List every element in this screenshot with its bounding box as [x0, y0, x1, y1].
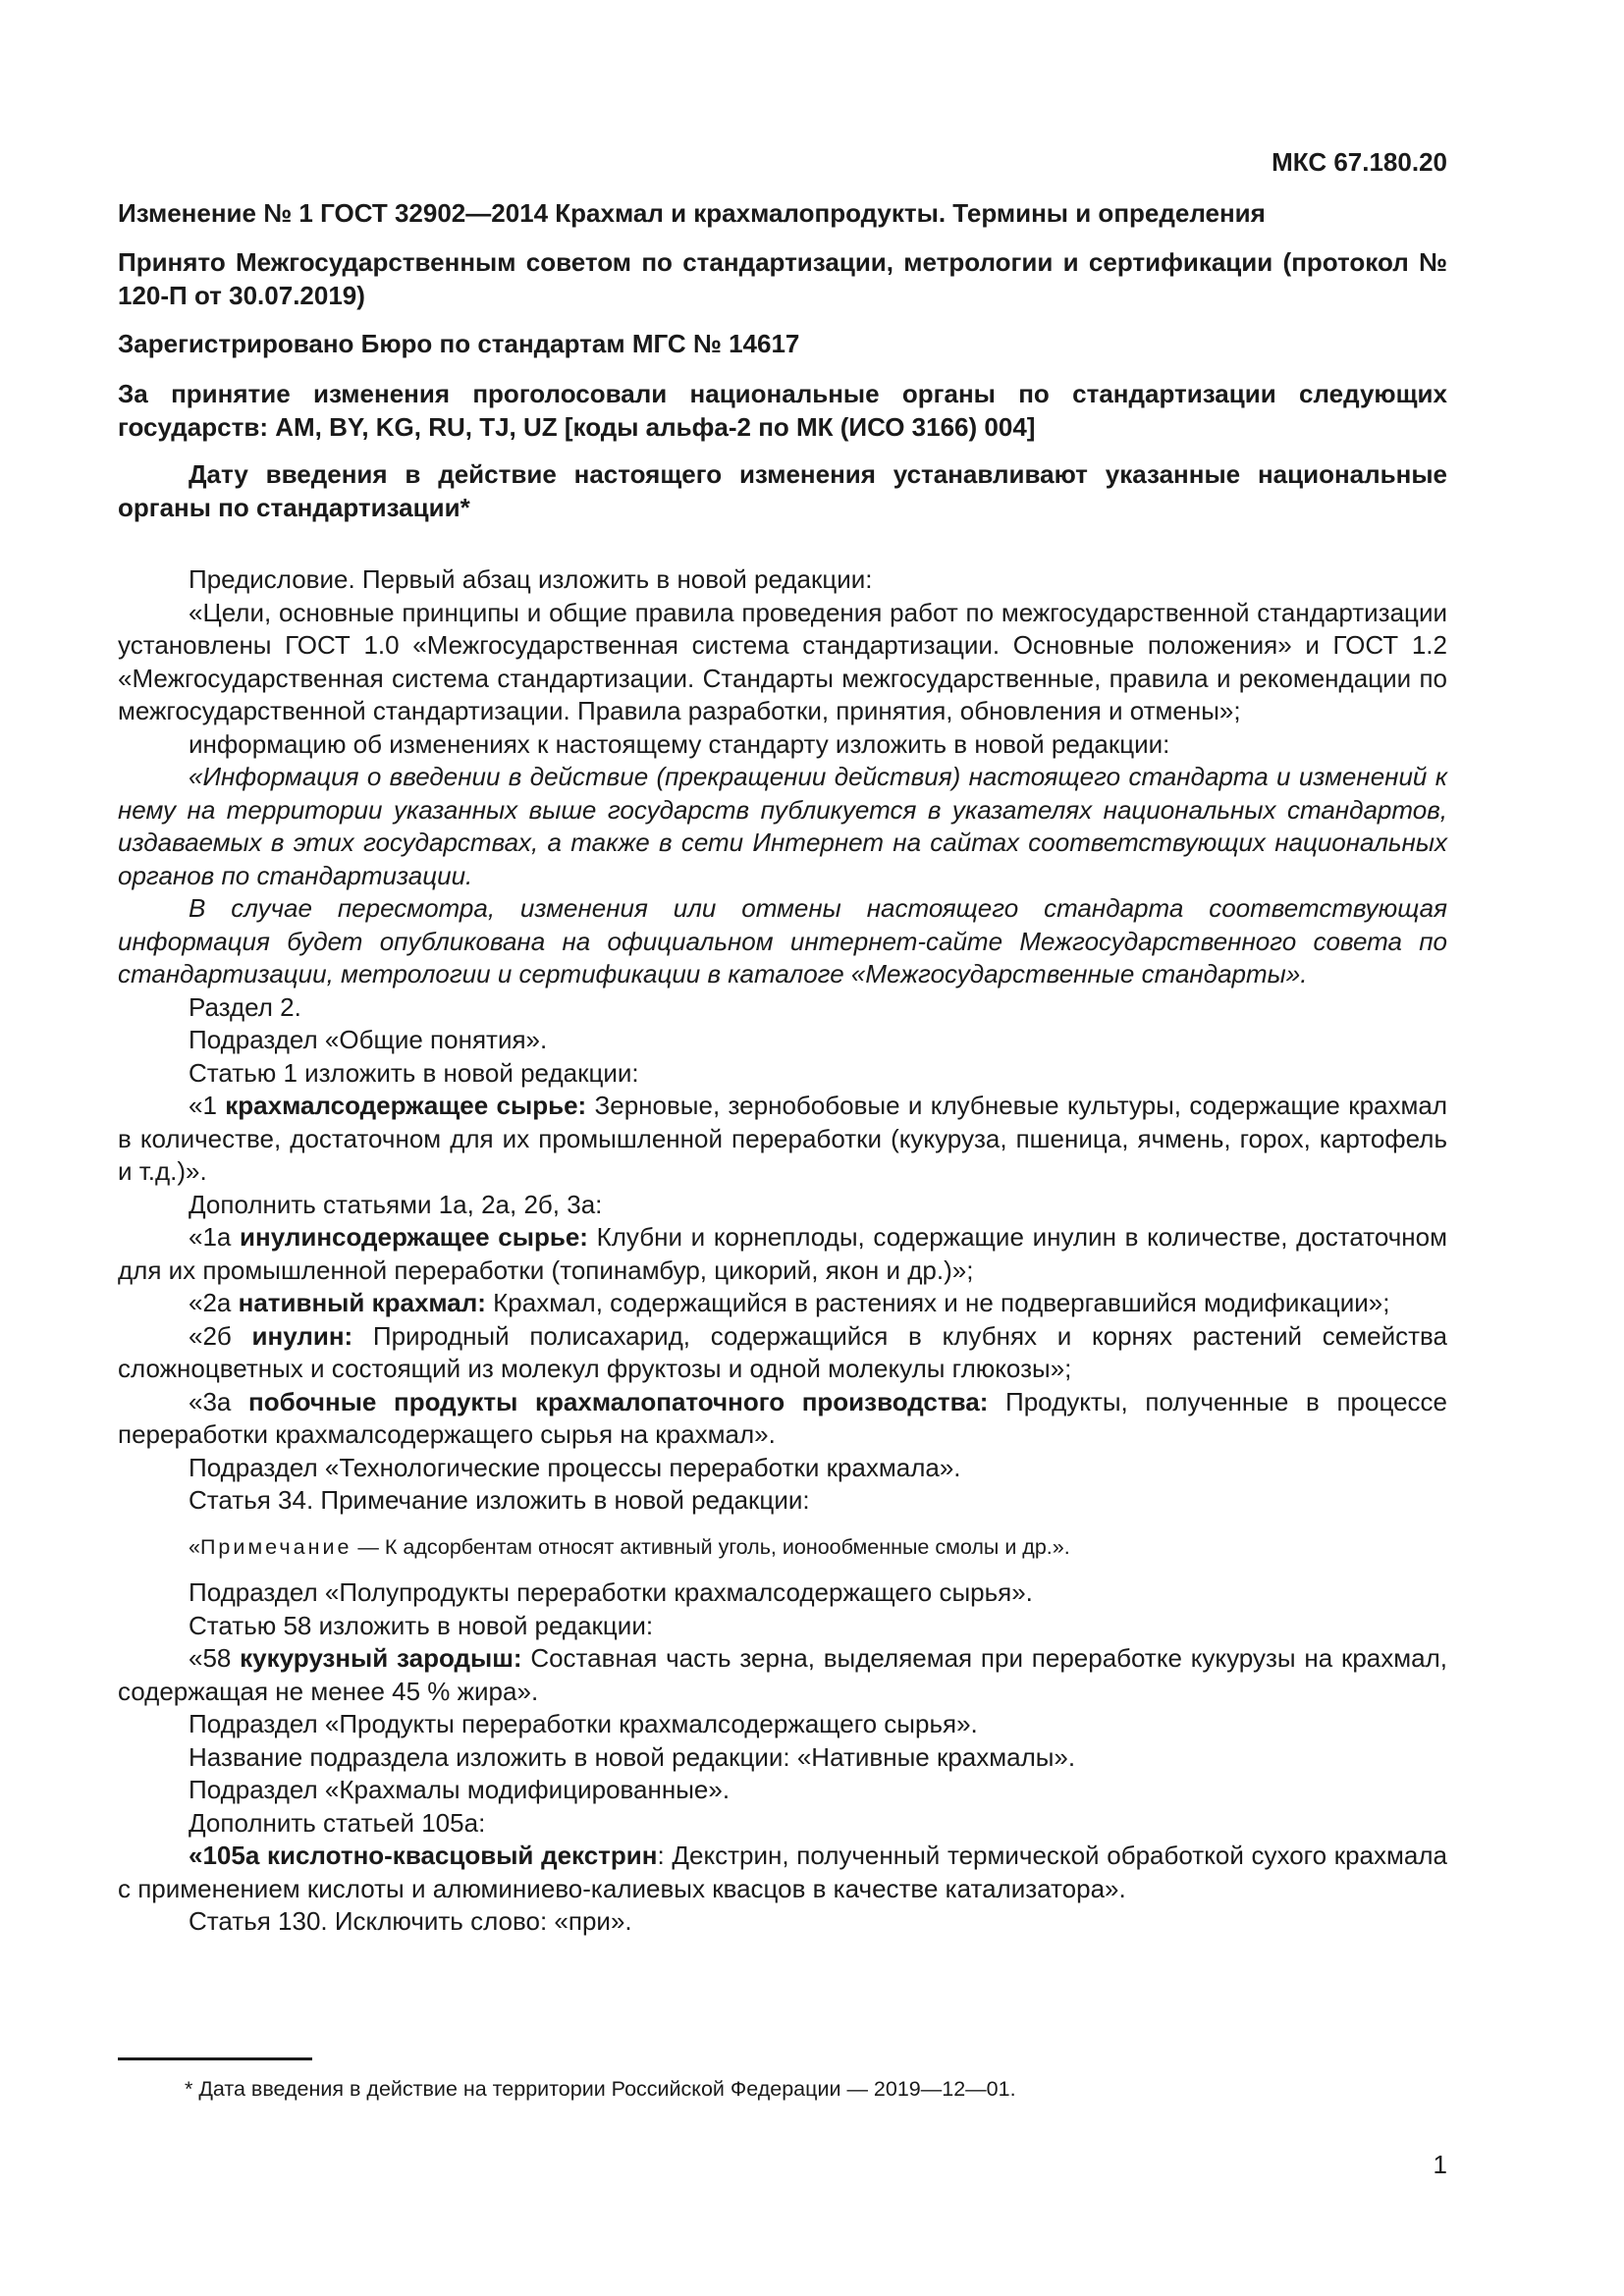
paragraph: Предисловие. Первый абзац изложить в новой редакции: [189, 564, 873, 594]
term: инулинсодержащее сырье: [240, 1222, 588, 1252]
note-quote: « [189, 1534, 200, 1559]
footnote-divider [118, 2057, 312, 2060]
amendment-body [118, 563, 1447, 1939]
term-definition: Составная часть зерна, выделяемая при переработке кукурузы на крахмал, содержащая не менее 45 % жира». [118, 1643, 1447, 1706]
term: нативный крахмал: [238, 1288, 486, 1317]
term-definition: Клубни и корнеплоды, содержащие инулин в количестве, достаточном для их промышленной переработки (топинамбур, цикорий, якон и др.)»; [118, 1222, 1447, 1285]
page-number: 1 [1433, 2150, 1447, 2179]
note [118, 1531, 1447, 1565]
term-entry-1 [118, 1090, 1447, 1189]
paragraph: Подраздел «Крахмалы модифицированные». [189, 1775, 731, 1804]
paragraph: информацию об изменениях к настоящему стандарту изложить в новой редакции: [189, 728, 1170, 759]
term-definition: Крахмал, содержащийся в растениях и не подвергавшийся модификации»; [485, 1288, 1390, 1317]
term-number: «1а [189, 1222, 241, 1252]
footnote: * Дата введения в действие на территории Российской Федерации — 2019—12—01. [185, 2077, 1016, 2101]
term-number: «3а [189, 1386, 249, 1416]
note-text: — К адсорбентам относят активный уголь, ионообменные смолы и др.». [352, 1534, 1070, 1559]
paragraph: Подраздел «Продукты переработки крахмалсодержащего сырья». [189, 1709, 978, 1738]
paragraph: Дополнить статьей 105а: [189, 1807, 486, 1838]
term: кукурузный зародыш: [240, 1643, 522, 1673]
paragraph: Название подраздела изложить в новой редакции: «Нативные крахмалы». [189, 1741, 1076, 1772]
note-label: Примечание [199, 1534, 352, 1559]
voting-statement: За принятие изменения проголосовали национальные органы по стандартизации следующих государств: AM, BY, KG, RU, TJ, UZ [коды альфа-2 по МК (ИСО 3166) 004] [118, 379, 1447, 442]
term-entry-2b [118, 1320, 1447, 1386]
paragraph: Статью 1 изложить в новой редакции: [189, 1057, 639, 1088]
paragraph: Подраздел «Общие понятия». [189, 1025, 548, 1054]
term-number: «2а [189, 1288, 239, 1317]
classification-code: МКС 67.180.20 [1272, 147, 1447, 177]
paragraph: Статью 58 изложить в новой редакции: [189, 1610, 654, 1640]
term-definition: : Декстрин, полученный термической обработкой сухого крахмала с применением кислоты и алюминиево-калиевых квасцов в качестве катализатора». [118, 1841, 1447, 1903]
term-number: «2б [189, 1320, 252, 1351]
amendment-title: Изменение № 1 ГОСТ 32902—2014 Крахмал и крахмалопродукты. Термины и определения [118, 198, 1266, 228]
paragraph: Подраздел «Полупродукты переработки крахмалсодержащего сырья». [189, 1577, 1033, 1607]
paragraph: Подраздел «Технологические процессы переработки крахмала». [189, 1452, 961, 1482]
term-entry-58 [118, 1642, 1447, 1708]
acceptance-statement: Принято Межгосударственным советом по стандартизации, метрологии и сертификации (протокол № 120-П от 30.07.2019) [118, 247, 1447, 310]
effective-date-statement: Дату введения в действие настоящего изменения устанавливают указанные национальные органы по стандартизации* [118, 459, 1447, 522]
term-number: «1 [189, 1091, 226, 1120]
paragraph: «Цели, основные принципы и общие правила проведения работ по межгосударственной стандартизации установлены ГОСТ 1.0 «Межгосударственная система стандартизации. Основные положения» и ГОСТ 1.2 «Межгосударственная система стандартизации. Стандарты межгосударственные, правила и рекомендации по межгосударственной стандартизации. Правила разработки, принятия, обновления и отмены»; [118, 597, 1447, 725]
term-definition: Природный полисахарид, содержащийся в клубнях и корнях растений семейства сложноцветных и состоящий из молекул фруктозы и одной молекулы глюкозы»; [118, 1320, 1447, 1383]
term-definition: Продукты, полученные в процессе переработки крахмалсодержащего сырья на крахмал». [118, 1386, 1447, 1449]
registration-statement: Зарегистрировано Бюро по стандартам МГС № 14617 [118, 329, 800, 358]
paragraph: Дополнить статьями 1а, 2а, 2б, 3а: [189, 1189, 603, 1219]
paragraph: Статья 34. Примечание изложить в новой редакции: [189, 1485, 810, 1515]
term-entry-3a [118, 1386, 1447, 1452]
term-entry-1a [118, 1221, 1447, 1287]
term-entry-2a [118, 1287, 1447, 1320]
paragraph: Статья 130. Исключить слово: «при». [189, 1906, 632, 1936]
paragraph-italic: В случае пересмотра, изменения или отмены настоящего стандарта соответствующая информация будет опубликована на официальном интернет-сайте Межгосударственного совета по стандартизации, метрологии и сертификации в каталоге «Межгосударственные стандарты». [118, 893, 1447, 988]
term: побочные продукты крахмалопаточного производства: [248, 1386, 989, 1416]
term: кислотно-квасцовый декстрин [266, 1841, 658, 1870]
term: крахмалсодержащее сырье: [225, 1091, 587, 1120]
term-entry-105a [118, 1840, 1447, 1905]
term-number: «105а [189, 1841, 267, 1870]
paragraph: Раздел 2. [189, 991, 301, 1022]
term-definition: Зерновые, зернобобовые и клубневые культуры, содержащие крахмал в количестве, достаточном для их промышленной переработки (кукуруза, пшеница, ячмень, горох, картофель и т.д.)». [118, 1091, 1448, 1186]
paragraph-italic: «Информация о введении в действие (прекращении действия) настоящего стандарта и изменений к нему на территории указанных выше государств публикуется в указателях национальных стандартов, издаваемых в этих государствах, а также в сети Интернет на сайтах соответствующих национальных органов по стандартизации. [118, 762, 1447, 890]
term: инулин: [251, 1320, 353, 1351]
term-number: «58 [189, 1643, 241, 1673]
